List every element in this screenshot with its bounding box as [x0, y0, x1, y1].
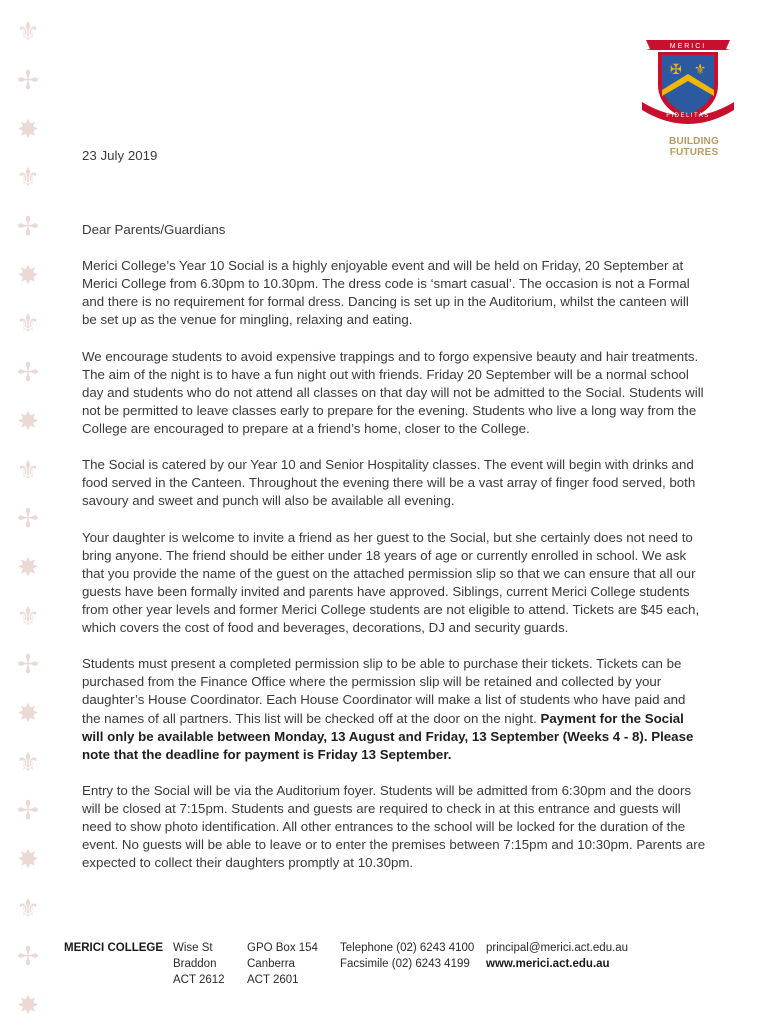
- star-icon: ✸: [17, 698, 39, 729]
- star-icon: ✸: [17, 991, 39, 1022]
- footer-postal-address: [247, 940, 318, 988]
- paragraph-5-text: Students must present a completed permission slip to be able to purchase their tickets. Tickets can be purchased from the Finance Office where the permission slip will be retained and collected by your daughter’s House Coordinator. Each House Coordinator will make a list of students who have paid and the names of all partners. This list will be checked off at the door on the night.: [82, 656, 686, 726]
- fleur-de-lis-icon: ⚜: [693, 62, 707, 78]
- cross-icon: ✢: [17, 66, 39, 97]
- star-icon: ✸: [17, 406, 39, 437]
- fleur-de-lis-icon: ⚜: [16, 163, 40, 194]
- paragraph-1: Merici College’s Year 10 Social is a highly enjoyable event and will be held on Friday, 20 September at Merici College from 6.30pm to 10.30pm. The dress code is ‘smart casual’. The occasion is not a Formal and there is no requirement for formal dress. Dancing is set up in the Auditorium, whilst the canteen will be set up as the venue for mingling, relaxing and eating.: [82, 258, 690, 328]
- footer-email-link[interactable]: principal@merici.act.edu.au: [486, 942, 629, 954]
- footer-telephone: Telephone (02) 6243 4100: [340, 942, 475, 954]
- tagline: [664, 136, 724, 158]
- paragraph-3: The Social is catered by our Year 10 and Senior Hospitality classes. The event will begin with drinks and food served in the Canteen. Throughout the evening there will be a vast array of finger food served, both savoury and sweet and punch will also be available all evening.: [82, 457, 696, 509]
- fleur-de-lis-icon: ⚜: [16, 17, 40, 48]
- footer-phone-numbers: [340, 940, 474, 972]
- footer-website-link[interactable]: www.merici.act.edu.au: [486, 958, 610, 970]
- footer-street-address: [173, 940, 225, 988]
- footer-addr-line: ACT 2612: [173, 974, 225, 986]
- star-icon: ✸: [17, 552, 39, 583]
- cross-icon: ✠: [670, 62, 682, 78]
- cross-icon: ✢: [17, 650, 39, 681]
- letter-date: 23 July 2019: [82, 148, 158, 163]
- footer-addr-line: Wise St: [173, 942, 213, 954]
- payment-notice: Payment for the Social will only be available between Monday, 13 August and Friday, 13 September (Weeks 4 - 8). Please note that the deadline for payment is Friday 13 September.: [82, 710, 694, 762]
- paragraph-6: Entry to the Social will be via the Auditorium foyer. Students will be admitted from 6:30pm and the doors will be closed at 7:15pm. Students and guests are required to check in at this entrance and guests will need to show photo identification. All other entrances to the school will be locked for the duration of the event. No guests will be able to leave or to enter the premises between 7:15pm and 10:30pm. Parents are expected to collect their daughters promptly at 10.30pm.: [82, 782, 706, 871]
- footer-gpo-line: ACT 2601: [247, 974, 299, 986]
- cross-icon: ✢: [17, 796, 39, 827]
- fleur-de-lis-icon: ⚜: [16, 601, 40, 632]
- star-icon: ✸: [17, 114, 39, 145]
- tagline-line1: BUILDING: [669, 136, 719, 147]
- cross-icon: ✢: [17, 358, 39, 389]
- footer-contact: [486, 940, 628, 972]
- letter-body: [82, 221, 707, 890]
- cross-icon: ✢: [17, 504, 39, 535]
- footer-gpo-line: Canberra: [247, 958, 295, 970]
- footer-gpo-line: GPO Box 154: [247, 942, 318, 954]
- star-icon: ✸: [17, 845, 39, 876]
- cross-icon: ✢: [17, 212, 39, 243]
- footer-college-name: MERICI COLLEGE: [64, 942, 164, 954]
- footer-addr-line: Braddon: [173, 958, 217, 970]
- cross-icon: ✢: [17, 942, 39, 973]
- college-crest-logo: [638, 30, 738, 130]
- star-icon: ✸: [17, 260, 39, 291]
- crest-top-text: MERICI: [669, 43, 707, 50]
- paragraph-4: Your daughter is welcome to invite a friend as her guest to the Social, but she certainly does not need to bring anyone. The friend should be either under 18 years of age or currently enrolled in school. We ask that you provide the name of the guest on the attached permission slip so that we can ensure that all our guests have been formally invited and parents have approved. Siblings, current Merici College students from other year levels and former Merici College students are not eligible to attend. Tickets are $45 each, which covers the cost of food and beverages, decorations, DJ and security guards.: [82, 529, 700, 636]
- margin-decoration: [8, 8, 48, 1030]
- fleur-de-lis-icon: ⚜: [16, 747, 40, 778]
- paragraph-2: We encourage students to avoid expensive trappings and to forgo expensive beauty and hair treatments. The aim of the night is to have a fun night out with friends. Friday 20 September will be a normal school day and students who do not attend all classes on that day will not be admitted to the Social. Students will not be permitted to leave classes early to prepare for the evening. Students who live a long way from the College are encouraged to prepare at a friend’s home, closer to the College.: [82, 348, 704, 437]
- fleur-de-lis-icon: ⚜: [16, 455, 40, 486]
- footer-facsimile: Facsimile (02) 6243 4199: [340, 958, 470, 970]
- paragraph-5: [82, 655, 707, 764]
- fleur-de-lis-icon: ⚜: [16, 309, 40, 340]
- fleur-de-lis-icon: ⚜: [16, 893, 40, 924]
- crest-bottom-text: FIDELITAS: [666, 113, 710, 119]
- tagline-line2: FUTURES: [669, 147, 719, 158]
- salutation: Dear Parents/Guardians: [82, 222, 226, 237]
